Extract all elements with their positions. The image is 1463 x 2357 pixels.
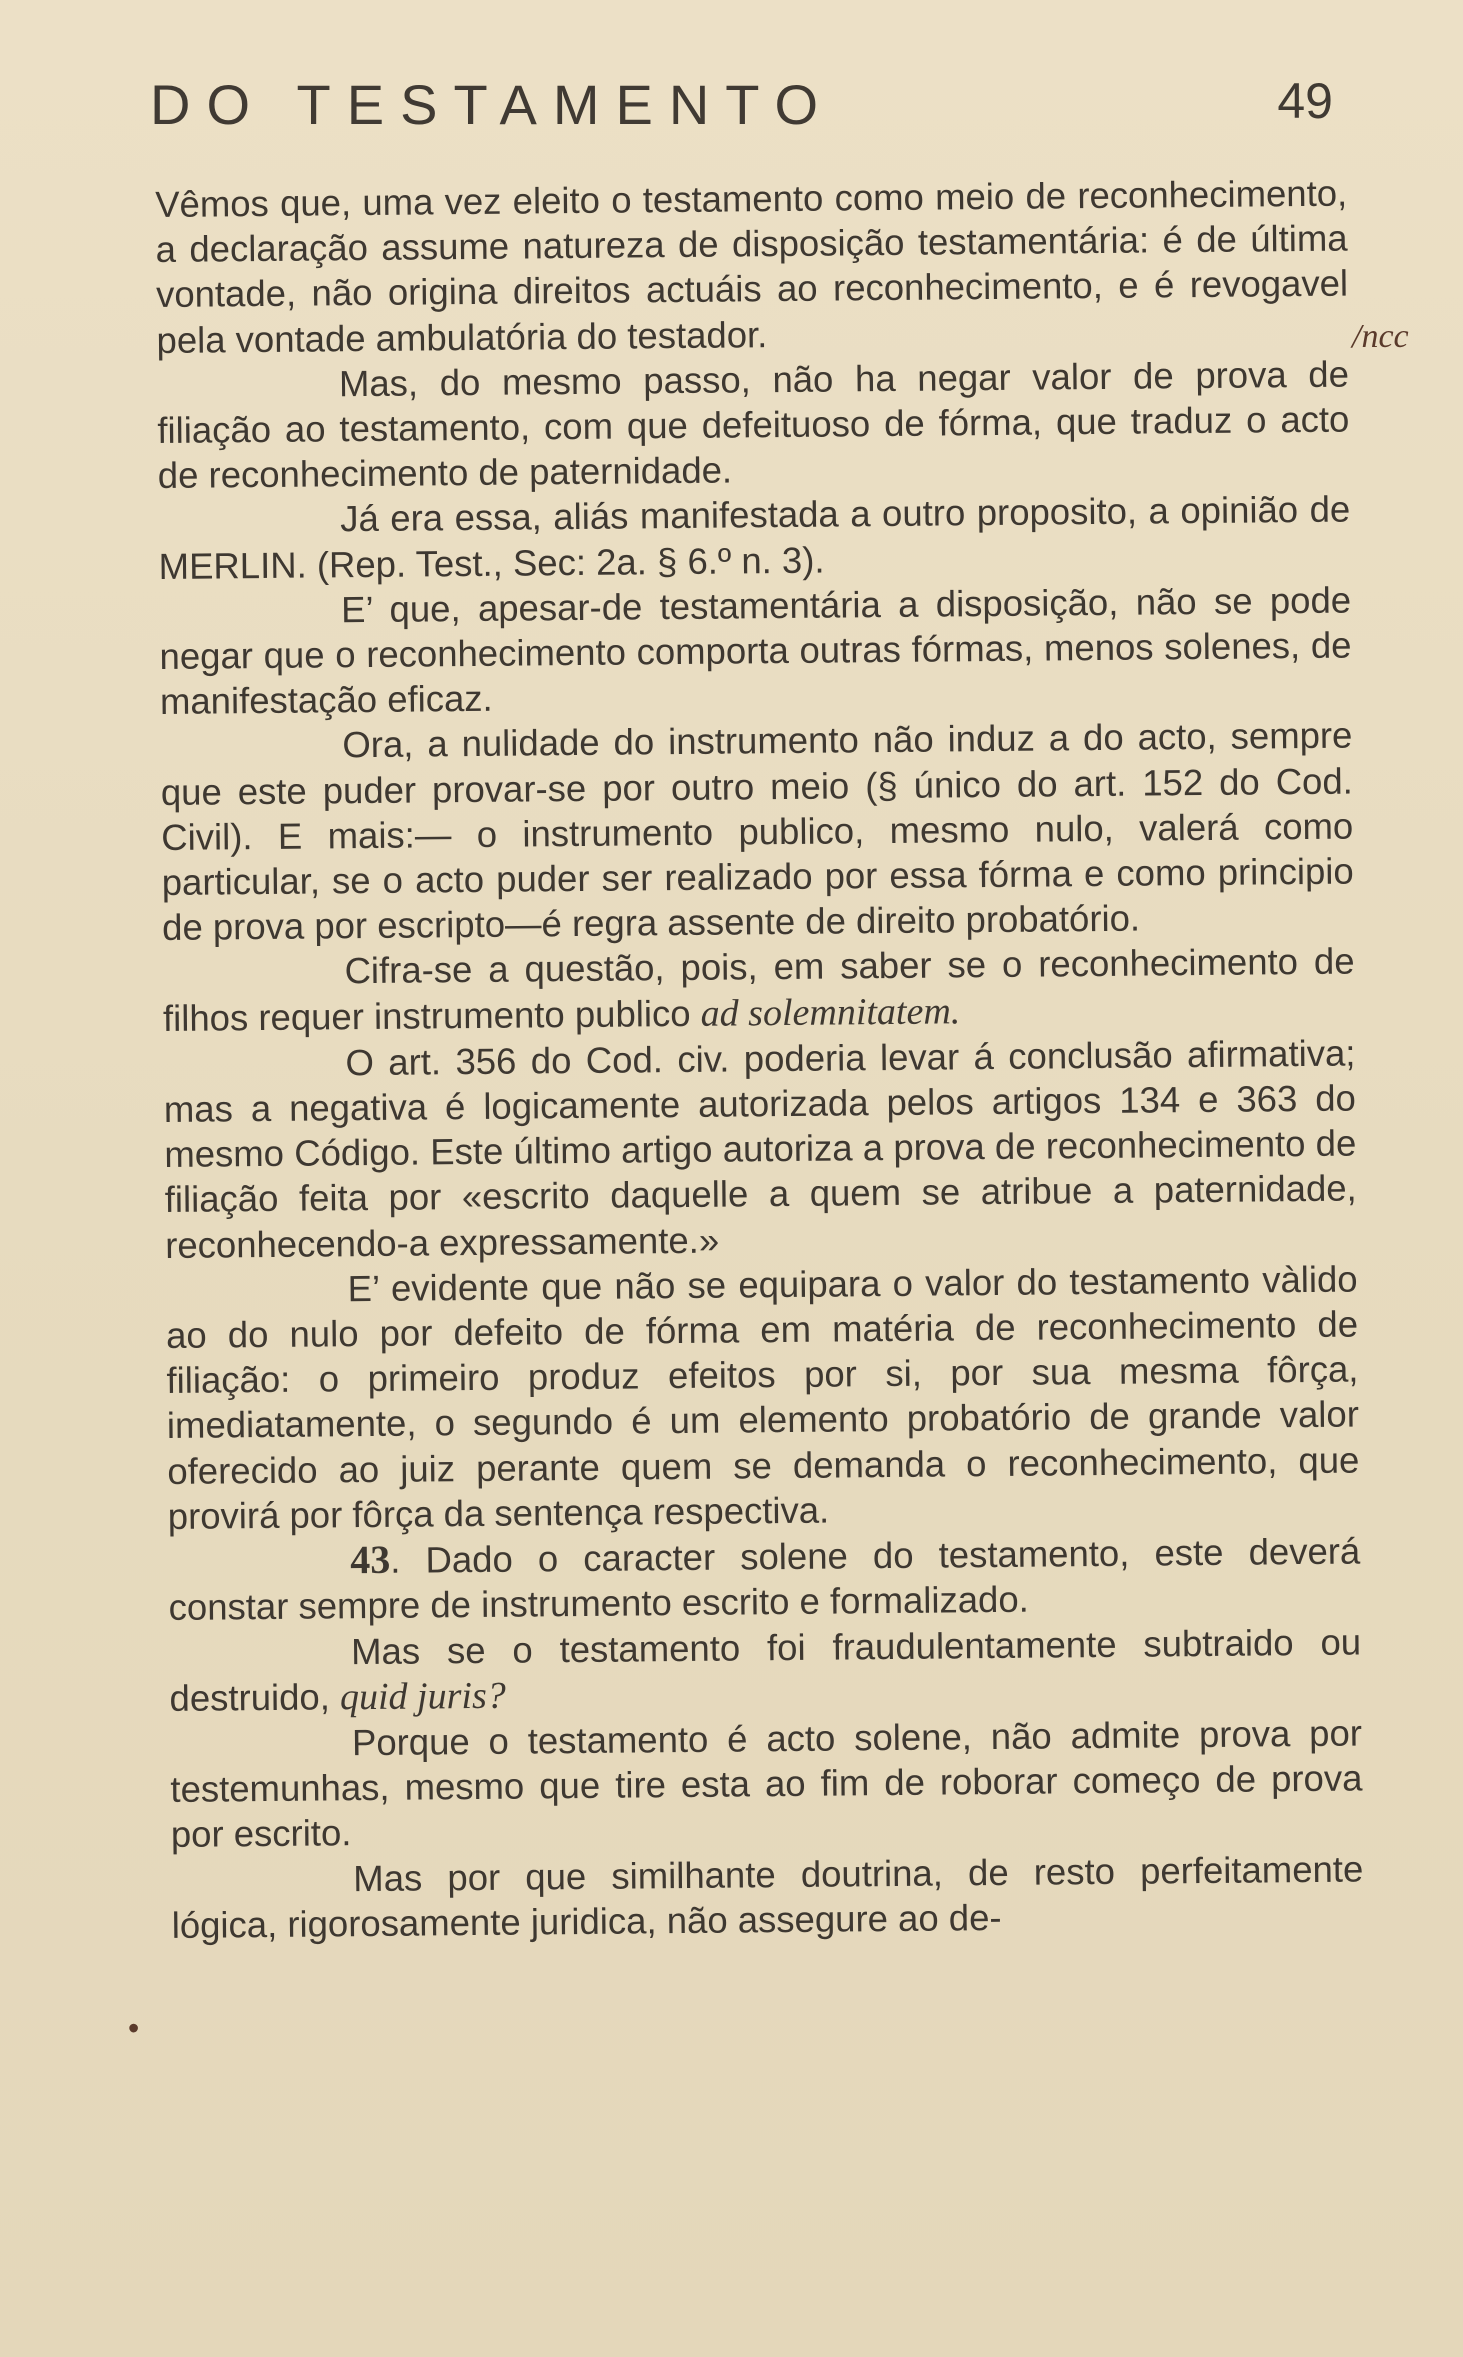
section-paragraph bbox=[168, 1528, 1361, 1631]
paragraph: O art. 356 do Cod. civ. poderia levar á conclusão afirmativa; mas a negativa é logicamente autorizada pelos artigos 134 e 363 do mesmo Código. Este último artigo autoriza a prova de reconhecimento de filiação feita por «escrito daquelle a quem se atribue a paternidade, reconhecendo-a expressamente.» bbox=[163, 1032, 1357, 1266]
paragraph: Vêmos que, uma vez eleito o testamento como meio de reconhecimento, a declaração assume natureza de disposição testamentária: é de última vontade, não origina direitos actuáis ao reconhecimento, e é revogavel pela vontade ambulatória do testador. bbox=[155, 172, 1349, 361]
body-text bbox=[155, 171, 1364, 1948]
handwritten-margin-note: /ncc bbox=[1352, 318, 1409, 355]
paragraph: E’ evidente que não se equipara o valor do testamento vàlido ao do nulo por defeito de fórma em matéria de reconhecimento de filiação: o primeiro produz efeitos por si, por sua mesma fôrça, imediatamente, o segundo é um elemento probatório de grande valor oferecido ao juiz perante quem se demanda o reconhecimento, que provirá por fôrça da sentença respectiva. bbox=[165, 1258, 1360, 1537]
paragraph: Porque o testamento é acto solene, não admite prova por testemunhas, mesmo que tire esta ao fim de roborar começo de prova por escrito. bbox=[170, 1712, 1363, 1856]
italic-phrase: quid juris? bbox=[339, 1674, 506, 1718]
page-header bbox=[150, 72, 1333, 152]
paragraph: Mas, do mesmo passo, não ha negar valor de prova de filiação ao testamento, com que defeituoso de fórma, que traduz o acto de reconhecimento de paternidade. bbox=[157, 353, 1350, 497]
paragraph bbox=[169, 1619, 1362, 1722]
paragraph-text: . Dado o caracter solene do testamento, este deverá constar sempre de instrumento escrito e formalizado. bbox=[168, 1530, 1361, 1629]
paragraph: Mas por que similhante doutrina, de resto perfeitamente lógica, rigorosamente juridica, não assegure ao de- bbox=[171, 1847, 1364, 1946]
paragraph bbox=[162, 939, 1355, 1042]
margin-bullet-icon: • bbox=[128, 2010, 140, 2046]
paragraph: Ora, a nulidade do instrumento não induz a do acto, sempre que este puder provar-se por outro meio (§ único do art. 152 do Cod. Civil). E mais:— o instrumento publico, mesmo nulo, valerá como particular, se o acto puder ser realizado por essa fórma e como principio de prova por escripto—é regra assente de direito probatório. bbox=[160, 714, 1354, 949]
paragraph: Já era essa, aliás manifestada a outro proposito, a opinião de MERLIN. (Rep. Test., Sec: 2a. § 6.º n. 3). bbox=[158, 488, 1351, 587]
page-number: 49 bbox=[1277, 73, 1333, 129]
paragraph-text: Cifra-se a questão, pois, em saber se o reconhecimento de filhos requer instrumento publico bbox=[162, 940, 1355, 1039]
paragraph-text: Mas se o testamento foi fraudulentamente subtraido ou destruido, bbox=[169, 1620, 1362, 1719]
italic-phrase: ad solemnitatem. bbox=[700, 989, 961, 1035]
paragraph: E’ que, apesar-de testamentária a disposição, não se pode negar que o reconhecimento comporta outras fórmas, menos solenes, de manifestação eficaz. bbox=[159, 579, 1352, 723]
section-number: 43 bbox=[350, 1536, 391, 1583]
running-title: DO TESTAMENTO bbox=[150, 73, 835, 136]
